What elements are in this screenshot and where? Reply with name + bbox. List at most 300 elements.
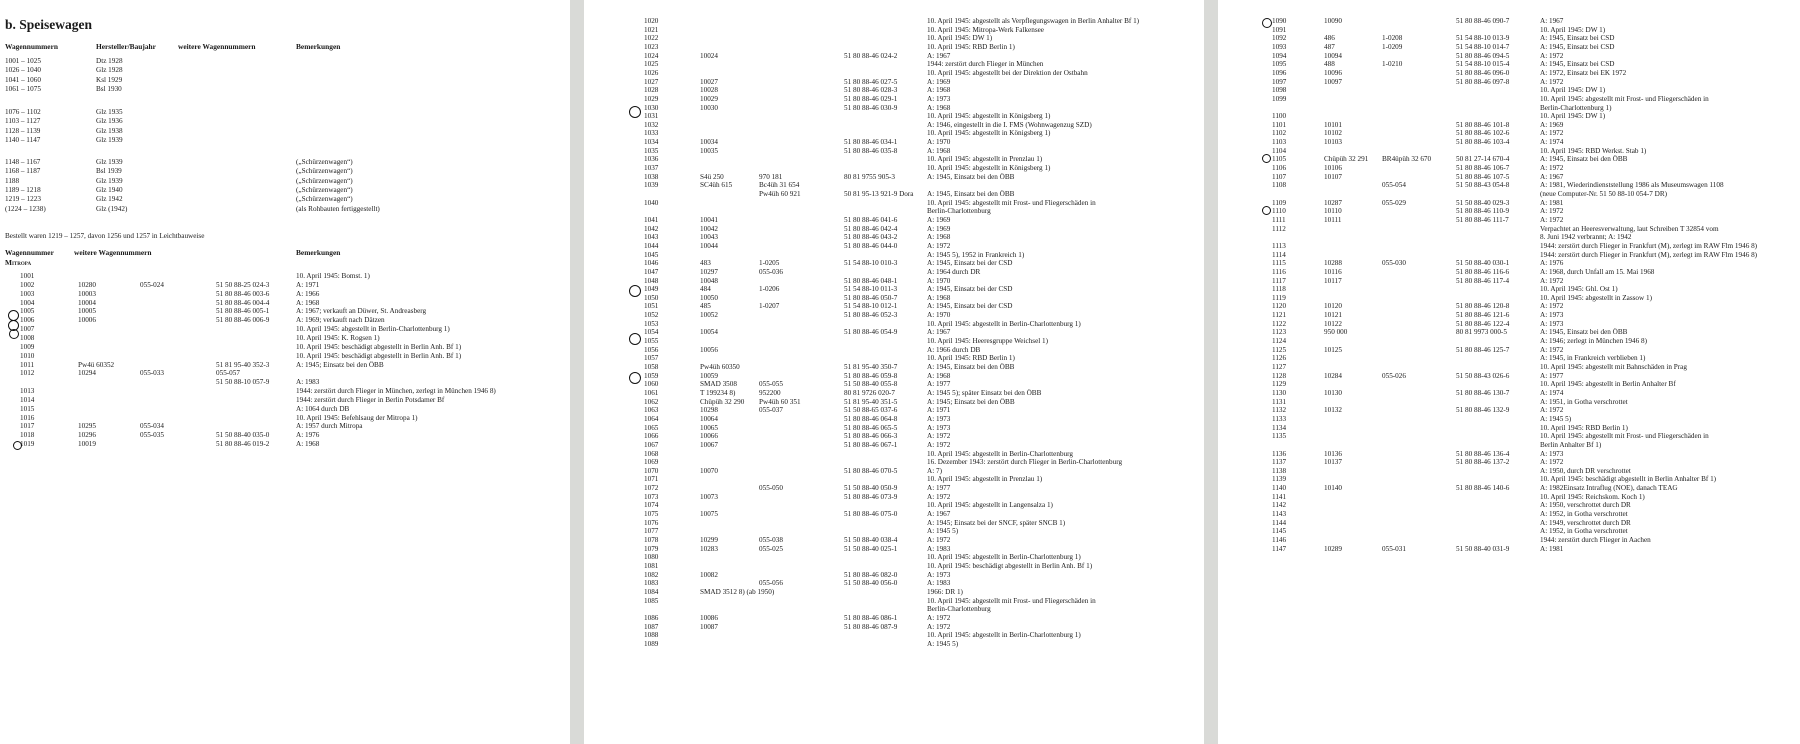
cell-hersteller: Glz 1936 bbox=[96, 117, 123, 126]
cell-weitere-nr-1: 10103 bbox=[1324, 138, 1342, 147]
cell-computer-nr: 51 80 88-46 030-9 bbox=[844, 103, 898, 112]
cell-weitere-nr-1: 10003 bbox=[78, 289, 96, 298]
cell-weitere-nr-2: Bc4üh 31 654 bbox=[759, 181, 800, 190]
cell-wagennummer: 1058 bbox=[644, 363, 659, 371]
cell-wagennummer: 1043 bbox=[644, 233, 659, 242]
cell-bemerkung: A: 1967 bbox=[927, 510, 951, 519]
cell-computer-nr: 51 80 88-46 054-9 bbox=[844, 328, 898, 337]
cell-wagennummern: 1219 – 1223 bbox=[5, 195, 41, 204]
cell-wagennummer: 1116 bbox=[1272, 267, 1286, 276]
cell-bemerkung: A: 1945 5) bbox=[927, 639, 959, 648]
cell-bemerkung: A: 1945, in Frankreich verblieben 1) bbox=[1540, 354, 1646, 363]
cell-computer-nr: 51 50 88-40 025-1 bbox=[844, 544, 898, 553]
cell-wagennummer: 1063 bbox=[644, 406, 659, 415]
cell-wagennummer: 1069 bbox=[644, 458, 659, 467]
cell-weitere-nr-2: 055-035 bbox=[140, 431, 164, 440]
cell-wagennummern: 1026 – 1040 bbox=[5, 66, 41, 75]
cell-bemerkung: A: 1951, in Gotha verschrottet bbox=[1540, 397, 1628, 406]
cell-wagennummer: 1056 bbox=[644, 345, 659, 354]
cell-weitere-nr-1: 10067 bbox=[700, 440, 718, 449]
cell-bemerkung: 10. April 1945: abgestellt in Berlin-Charlottenburg bbox=[927, 449, 1073, 458]
cell-computer-nr: 51 80 88-46 120-8 bbox=[1456, 302, 1510, 311]
cell-bemerkung: 10. April 1945: abgestellt mit Frost- und Fliegerschäden in bbox=[927, 596, 1096, 605]
cell-weitere-nr-2: 055-029 bbox=[1382, 198, 1406, 207]
pen-circle-mark bbox=[1262, 154, 1271, 163]
cell-wagennummer: 1084 bbox=[644, 587, 659, 596]
cell-computer-nr: 51 80 88-46 043-2 bbox=[844, 233, 898, 242]
cell-weitere-nr-1: 10050 bbox=[700, 293, 718, 302]
cell-weitere-nr-1: 10082 bbox=[700, 570, 718, 579]
cell-weitere-nr-1: 10102 bbox=[1324, 129, 1342, 138]
cell-weitere-nr-2: 1-0209 bbox=[1382, 42, 1403, 51]
cell-bemerkung: 10. April 1945: abgestellt in Berlin-Charlottenburg 1) bbox=[296, 325, 450, 334]
cell-wagennummer: 1124 bbox=[1272, 337, 1287, 346]
cell-wagennummer: 1066 bbox=[644, 432, 659, 441]
cell-wagennummer: 1054 bbox=[644, 328, 659, 337]
cell-bemerkung: A: 1968 bbox=[927, 103, 951, 112]
cell-computer-nr: 51 80 88-46 117-4 bbox=[1456, 276, 1510, 285]
cell-bemerkung: 10. April 1945: abgestellt in Berlin Anhalter Bf bbox=[1540, 380, 1676, 389]
cell-wagennummer: 1071 bbox=[644, 475, 659, 484]
cell-bemerkung: A: 1967 bbox=[1540, 172, 1564, 181]
cell-weitere-nr-1: 10136 bbox=[1324, 449, 1342, 458]
cell-weitere-nr-1: 10280 bbox=[78, 280, 96, 289]
cell-bemerkung: A: 1950, verschrottet durch DR bbox=[1540, 501, 1631, 510]
cell-hersteller: Glz 1940 bbox=[96, 185, 123, 194]
cell-bemerkung: 10. April 1945: RBD Berlin 1) bbox=[927, 354, 1015, 363]
cell-weitere-nr-1: 10116 bbox=[1324, 267, 1342, 276]
cell-computer-nr: 51 50 88-43 054-8 bbox=[1456, 181, 1510, 190]
document-page-1 bbox=[0, 0, 570, 744]
cell-computer-nr: 51 50 88-40 035-0 bbox=[216, 431, 270, 440]
cell-weitere-nr-2: 055-031 bbox=[1382, 544, 1406, 553]
cell-weitere-nr-1: 10283 bbox=[700, 544, 718, 553]
cell-bemerkung: 10. April 1945: RBD Berlin 1) bbox=[927, 42, 1015, 51]
cell-wagennummern: 1188 bbox=[5, 176, 20, 185]
cell-bemerkung: Verpachtet an Heeresverwaltung, laut Schreiben T 32854 vom bbox=[1540, 224, 1719, 233]
cell-computer-nr: 51 80 88-46 111-7 bbox=[1456, 215, 1509, 224]
cell-wagennummer: 1089 bbox=[644, 639, 659, 648]
cell-bemerkung: A: 1974 bbox=[1540, 138, 1564, 147]
cell-wagennummer: 1023 bbox=[644, 42, 659, 51]
cell-wagennummer: 1140 bbox=[1272, 484, 1287, 493]
cell-bemerkung: A: 1946, eingestellt in die I. FMS (Wohnwagenzug SZD) bbox=[927, 120, 1092, 129]
cell-bemerkung: A: 1970 bbox=[927, 138, 951, 147]
cell-computer-nr: 51 80 88-46 087-9 bbox=[844, 622, 898, 631]
cell-wagennummer: 1050 bbox=[644, 293, 659, 302]
cell-bemerkung: A: 1970 bbox=[927, 311, 951, 320]
cell-wagennummer: 1134 bbox=[1272, 423, 1287, 432]
cell-wagennummer: 1139 bbox=[1272, 475, 1287, 484]
cell-wagennummer: 1109 bbox=[1272, 198, 1287, 207]
cell-wagennummer: 1061 bbox=[644, 388, 659, 397]
cell-weitere-nr-1: 10054 bbox=[700, 328, 718, 337]
cell-bemerkung: 10. April 1945: DW 1) bbox=[927, 34, 993, 43]
cell-wagennummer: 1008 bbox=[20, 333, 35, 342]
cell-wagennummer: 1049 bbox=[644, 285, 659, 294]
cell-bemerkung: 1944: zerstört durch Flieger in München, zerlegt in München 1946 8) bbox=[296, 387, 496, 396]
cell-wagennummer: 1142 bbox=[1272, 501, 1287, 510]
cell-wagennummer: 1053 bbox=[644, 319, 659, 328]
cell-wagennummer: 1040 bbox=[644, 198, 659, 207]
cell-bemerkung: 16. Dezember 1943: zerstört durch Flieger in Berlin-Charlottenburg bbox=[927, 458, 1123, 467]
cell-bemerkungen: („Schürzenwagen“) bbox=[296, 167, 353, 176]
cell-computer-nr: 51 81 95-40 351-5 bbox=[844, 397, 898, 406]
cell-computer-nr: 51 80 88-46 132-9 bbox=[1456, 406, 1510, 415]
cell-wagennummer: 1113 bbox=[1272, 241, 1286, 250]
cell-bemerkung: A: 1972 bbox=[1540, 51, 1564, 60]
cell-bemerkung: A: 1971 bbox=[927, 406, 951, 415]
cell-wagennummer: 1045 bbox=[644, 250, 659, 259]
cell-wagennummern: 1103 – 1127 bbox=[5, 117, 41, 126]
cell-weitere-nr-2: 055-050 bbox=[759, 484, 783, 493]
cell-wagennummer: 1136 bbox=[1272, 449, 1287, 458]
cell-computer-nr: 51 80 88-46 107-5 bbox=[1456, 172, 1510, 181]
cell-weitere-nr-2: 055-036 bbox=[759, 267, 783, 276]
cell-hersteller: Glz 1935 bbox=[96, 108, 123, 116]
cell-weitere-nr-2: 055-024 bbox=[140, 280, 164, 289]
cell-computer-nr: 51 80 88-46 073-9 bbox=[844, 492, 898, 501]
cell-weitere-nr-1: Chüpüh 32 290 bbox=[700, 397, 745, 406]
cell-bemerkung: A: 1945, Einsatz bei CSD bbox=[1540, 60, 1615, 69]
cell-weitere-nr-2: Pw4üh 60 351 bbox=[759, 397, 801, 406]
cell-bemerkung: A: 1981, Wiederindienststellung 1986 als Museumswagen 1108 bbox=[1540, 181, 1724, 190]
cell-wagennummer: 1010 bbox=[20, 351, 35, 360]
cell-bemerkung: 1966: DR 1) bbox=[927, 587, 963, 596]
cell-bemerkung: A: 1968 bbox=[296, 298, 320, 307]
cell-weitere-nr-2: 1-0206 bbox=[759, 285, 780, 294]
cell-wagennummer: 1125 bbox=[1272, 345, 1287, 354]
cell-bemerkung: 10. April 1945: abgestellt in Zassow 1) bbox=[1540, 293, 1652, 302]
cell-bemerkung: A: 1973 bbox=[1540, 449, 1564, 458]
cell-bemerkung: 10. April 1945: K. Rogsen 1) bbox=[296, 333, 380, 342]
cell-wagennummern: 1128 – 1139 bbox=[5, 126, 41, 135]
cell-wagennummer: 1115 bbox=[1272, 259, 1286, 268]
cell-wagennummer: 1012 bbox=[20, 369, 35, 378]
cell-weitere-nr-2: 1-0210 bbox=[1382, 60, 1403, 69]
cell-bemerkung: 10. April 1945: Reichskom. Koch 1) bbox=[1540, 492, 1645, 501]
cell-computer-nr: 51 80 88-46 086-1 bbox=[844, 613, 898, 622]
page-gutter bbox=[570, 0, 584, 744]
cell-weitere-nr-1: 10043 bbox=[700, 233, 718, 242]
cell-bemerkung: A: 1977 bbox=[927, 380, 951, 389]
cell-bemerkung: A: 1982Einsatz Intraflug (NOE), danach TEAG bbox=[1540, 484, 1678, 493]
cell-bemerkung: A: 1969; verkauft nach Dätzen bbox=[296, 316, 385, 325]
cell-wagennummer: 1099 bbox=[1272, 94, 1287, 103]
pen-circle-mark bbox=[1262, 206, 1271, 215]
cell-weitere-nr-2: 055-030 bbox=[1382, 259, 1406, 268]
cell-bemerkung: A: 1968 bbox=[927, 293, 951, 302]
cell-bemerkung: A: 1966 bbox=[296, 289, 320, 298]
cell-wagennummer: 1110 bbox=[1272, 207, 1286, 216]
cell-wagennummer: 1026 bbox=[644, 68, 659, 77]
cell-wagennummer: 1052 bbox=[644, 311, 659, 320]
order-note: Bestellt waren 1219 – 1257, davon 1256 und 1257 in Leichtbauweise bbox=[5, 232, 205, 240]
cell-wagennummern: 1001 – 1025 bbox=[5, 57, 41, 65]
cell-computer-nr: 51 81 95-40 350-7 bbox=[844, 363, 898, 371]
cell-weitere-nr-1: 10024 bbox=[700, 51, 718, 60]
cell-wagennummer: 1083 bbox=[644, 579, 659, 588]
cell-wagennummer: 1034 bbox=[644, 138, 659, 147]
cell-bemerkung: A: 1945, Einsatz bei den ÖBB bbox=[927, 363, 1015, 371]
cell-bemerkung: A: 1945; Einsatz bei den ÖBB bbox=[927, 397, 1015, 406]
cell-bemerkung: A: 1974 bbox=[1540, 388, 1564, 397]
cell-wagennummer: 1112 bbox=[1272, 224, 1286, 233]
header-wagennummer: Wagennummer bbox=[5, 248, 54, 257]
cell-bemerkung: A: 1981 bbox=[1540, 544, 1564, 553]
cell-wagennummer: 1031 bbox=[644, 112, 659, 121]
cell-wagennummer: 1013 bbox=[20, 387, 35, 396]
cell-weitere-nr-1: 10137 bbox=[1324, 458, 1342, 467]
cell-hersteller: Glz 1942 bbox=[96, 195, 123, 204]
page-gutter bbox=[1204, 0, 1218, 744]
cell-computer-nr: 51 50 88-10 057-9 bbox=[216, 378, 270, 387]
cell-bemerkung: A: 1972 bbox=[1540, 302, 1564, 311]
cell-weitere-nr-1: 10052 bbox=[700, 311, 718, 320]
cell-wagennummer: 1060 bbox=[644, 380, 659, 389]
pen-circle-mark bbox=[629, 106, 641, 118]
cell-bemerkung: A: 1968 bbox=[927, 86, 951, 95]
cell-weitere-nr-1: 10298 bbox=[700, 406, 718, 415]
cell-weitere-nr-1: 10065 bbox=[700, 423, 718, 432]
cell-wagennummer: 1135 bbox=[1272, 432, 1287, 441]
cell-computer-nr: 51 50 88-40 055-8 bbox=[844, 380, 898, 389]
cell-weitere-nr-2: 055-056 bbox=[759, 579, 783, 588]
cell-wagennummer: 1123 bbox=[1272, 328, 1287, 337]
cell-weitere-nr-1: 486 bbox=[1324, 34, 1335, 43]
cell-weitere-nr-1: 10106 bbox=[1324, 164, 1342, 173]
cell-wagennummer: 1003 bbox=[20, 289, 35, 298]
cell-wagennummer: 1064 bbox=[644, 414, 659, 423]
cell-weitere-nr-2: 055-026 bbox=[1382, 371, 1406, 380]
cell-wagennummer: 1068 bbox=[644, 449, 659, 458]
cell-bemerkung: A: 1950, durch DR verschrottet bbox=[1540, 466, 1631, 475]
cell-bemerkung: A: 1972 bbox=[927, 440, 951, 449]
table-row bbox=[0, 85, 570, 97]
cell-wagennummer: 1022 bbox=[644, 34, 659, 43]
cell-bemerkung: 1944: zerstört durch Flieger in Frankfurt (M), zerlegt im RAW Flm 1946 8) bbox=[1540, 250, 1758, 259]
cell-bemerkung: A: 1945 5); später Einsatz bei den ÖBB bbox=[927, 388, 1042, 397]
cell-bemerkung: A: 1976 bbox=[296, 431, 320, 440]
cell-weitere-nr-1: 484 bbox=[700, 285, 711, 294]
cell-weitere-nr-1: 10094 bbox=[1324, 51, 1342, 60]
cell-weitere-nr-1: Pw4üh 60350 bbox=[700, 363, 740, 371]
cell-wagennummer: 1104 bbox=[1272, 146, 1287, 155]
cell-bemerkung: A: 1973 bbox=[1540, 319, 1564, 328]
cell-wagennummer: 1035 bbox=[644, 146, 659, 155]
cell-weitere-nr-1: 10107 bbox=[1324, 172, 1342, 181]
cell-computer-nr: 51 80 88-46 044-0 bbox=[844, 241, 898, 250]
cell-wagennummer: 1076 bbox=[644, 518, 659, 527]
cell-computer-nr: 51 50 88-65 037-6 bbox=[844, 406, 898, 415]
cell-weitere-nr-1: 10075 bbox=[700, 510, 718, 519]
cell-bemerkung: A: 1945, Einsatz bei der CSD bbox=[927, 302, 1013, 311]
cell-computer-nr: 51 80 88-46 029-1 bbox=[844, 94, 898, 103]
cell-weitere-nr-1: 10004 bbox=[78, 298, 96, 307]
cell-bemerkung: 10. April 1945: beschädigt abgestellt in Berlin Anh. Bf 1) bbox=[296, 342, 462, 351]
cell-wagennummer: 1073 bbox=[644, 492, 659, 501]
cell-wagennummer: 1143 bbox=[1272, 510, 1287, 519]
cell-computer-nr: 51 80 88-46 050-7 bbox=[844, 293, 898, 302]
cell-bemerkung: A: 1945; Einsatz bei den ÖBB bbox=[296, 360, 384, 369]
cell-bemerkung: Berlin-Charlottenburg 1) bbox=[1540, 103, 1612, 112]
cell-weitere-nr-1: 10287 bbox=[1324, 198, 1342, 207]
cell-weitere-nr-1: 10056 bbox=[700, 345, 718, 354]
cell-weitere-nr-2: 1-0207 bbox=[759, 302, 780, 311]
cell-bemerkung: A: 1968, durch Unfall am 15. Mai 1968 bbox=[1540, 267, 1655, 276]
cell-wagennummer: 1100 bbox=[1272, 112, 1287, 121]
cell-wagennummern: 1148 – 1167 bbox=[5, 158, 41, 166]
cell-weitere-nr-1: 10048 bbox=[700, 276, 718, 285]
cell-bemerkung: A: 1972 bbox=[927, 241, 951, 250]
cell-bemerkung: Berlin Anhalter Bf 1) bbox=[1540, 440, 1602, 449]
cell-wagennummer: 1082 bbox=[644, 570, 659, 579]
cell-weitere-nr-1: 10042 bbox=[700, 224, 718, 233]
cell-bemerkungen: („Schürzenwagen“) bbox=[296, 176, 353, 185]
table-row bbox=[0, 136, 570, 148]
cell-weitere-nr-1: 10297 bbox=[700, 267, 718, 276]
cell-weitere-nr-1: T 199234 8) bbox=[700, 388, 736, 397]
cell-computer-nr: 51 80 88-46 110-9 bbox=[1456, 207, 1510, 216]
cell-computer-nr: 51 50 88-40 029-3 bbox=[1456, 198, 1510, 207]
cell-wagennummer: 1055 bbox=[644, 337, 659, 346]
cell-wagennummer: 1118 bbox=[1272, 285, 1286, 294]
cell-bemerkung: A: 1973 bbox=[927, 570, 951, 579]
cell-computer-nr: 51 80 88-46 003-6 bbox=[216, 289, 270, 298]
cell-bemerkung: A: 1983 bbox=[296, 378, 320, 387]
cell-wagennummer: 1024 bbox=[644, 51, 659, 60]
cell-wagennummer: 1011 bbox=[20, 360, 35, 369]
cell-computer-nr: 51 80 88-46 048-1 bbox=[844, 276, 898, 285]
cell-wagennummer: 1047 bbox=[644, 267, 659, 276]
cell-bemerkung: A: 1972 bbox=[1540, 406, 1564, 415]
cell-weitere-nr-1: 10101 bbox=[1324, 120, 1342, 129]
cell-wagennummer: 1070 bbox=[644, 466, 659, 475]
cell-weitere-nr-1: 10028 bbox=[700, 86, 718, 95]
cell-weitere-nr-1: SMAD 3508 bbox=[700, 380, 737, 389]
cell-bemerkung: 10. April 1945: Mitropa-Werk Falkensee bbox=[927, 25, 1044, 34]
cell-bemerkung: 1944: zerstört durch Flieger in Berlin Potsdamer Bf bbox=[296, 395, 445, 404]
cell-wagennummer: 1087 bbox=[644, 622, 659, 631]
cell-wagennummer: 1095 bbox=[1272, 60, 1287, 69]
cell-bemerkung: 10. April 1945: RBD Werkst. Stab 1) bbox=[1540, 146, 1647, 155]
cell-bemerkung: 8. Juni 1942 verbrannt; A: 1942 bbox=[1540, 233, 1632, 242]
cell-bemerkung: A: 1973 bbox=[927, 94, 951, 103]
cell-wagennummer: 1038 bbox=[644, 172, 659, 181]
cell-bemerkung: A: 1972 bbox=[927, 492, 951, 501]
cell-bemerkung: A: 1967 bbox=[1540, 17, 1564, 25]
cell-wagennummer: 1091 bbox=[1272, 25, 1287, 34]
header-weitere-wagennummern: weitere Wagennummern bbox=[178, 42, 256, 51]
cell-bemerkung: A: 1977 bbox=[927, 484, 951, 493]
cell-weitere-nr-1: 10027 bbox=[700, 77, 718, 86]
cell-weitere-nr-1: 487 bbox=[1324, 42, 1335, 51]
cell-weitere-nr-1: 10132 bbox=[1324, 406, 1342, 415]
document-page-2 bbox=[584, 0, 1204, 744]
cell-wagennummer: 1080 bbox=[644, 553, 659, 562]
cell-bemerkung: A: 1952, in Gotha verschrottet bbox=[1540, 527, 1628, 536]
cell-bemerkung: A: 1972 bbox=[1540, 215, 1564, 224]
cell-wagennummer: 1128 bbox=[1272, 371, 1287, 380]
header-bemerkungen: Bemerkungen bbox=[296, 42, 341, 51]
cell-weitere-nr-1: S4ü 250 bbox=[700, 172, 724, 181]
cell-bemerkung: A: 1972, Einsatz bei EK 1972 bbox=[1540, 68, 1627, 77]
cell-wagennummer: 1145 bbox=[1272, 527, 1287, 536]
cell-bemerkung: 10. April 1945: abgestellt mit Bahnschäden in Prag bbox=[1540, 363, 1687, 371]
cell-wagennummer: 1107 bbox=[1272, 172, 1287, 181]
cell-wagennummer: 1042 bbox=[644, 224, 659, 233]
cell-weitere-nr-1: 10140 bbox=[1324, 484, 1342, 493]
cell-bemerkung: A: 1968 bbox=[927, 233, 951, 242]
cell-wagennummer: 1137 bbox=[1272, 458, 1287, 467]
cell-wagennummer: 1133 bbox=[1272, 414, 1287, 423]
cell-wagennummer: 1097 bbox=[1272, 77, 1287, 86]
cell-bemerkung: A: 1969 bbox=[927, 215, 951, 224]
cell-computer-nr: 055-057 bbox=[216, 369, 240, 378]
cell-wagennummer: 1088 bbox=[644, 631, 659, 640]
cell-wagennummer: 1078 bbox=[644, 536, 659, 544]
cell-bemerkung: A: 1976 bbox=[1540, 259, 1564, 268]
cell-hersteller: Dtz 1928 bbox=[96, 57, 123, 65]
cell-computer-nr: 51 80 88-46 090-7 bbox=[1456, 17, 1510, 25]
cell-wagennummer: 1105 bbox=[1272, 155, 1287, 164]
cell-wagennummer: 1144 bbox=[1272, 518, 1287, 527]
cell-wagennummer: 1093 bbox=[1272, 42, 1287, 51]
cell-wagennummer: 1079 bbox=[644, 544, 659, 553]
cell-wagennummern: 1041 – 1060 bbox=[5, 75, 41, 84]
cell-weitere-nr-2: 1-0205 bbox=[759, 259, 780, 268]
cell-computer-nr: 51 80 88-46 136-4 bbox=[1456, 449, 1510, 458]
cell-weitere-nr-1: 10005 bbox=[78, 307, 96, 316]
cell-bemerkung: 10. April 1945: abgestellt mit Frost- und Fliegerschäden in bbox=[1540, 94, 1709, 103]
cell-bemerkung: A: 1945, Einsatz bei den ÖBB bbox=[1540, 328, 1628, 337]
cell-computer-nr: 51 54 88-10 015-4 bbox=[1456, 60, 1510, 69]
cell-hersteller: Glz 1938 bbox=[96, 126, 123, 135]
cell-bemerkung: A: 1972 bbox=[1540, 207, 1564, 216]
cell-wagennummer: 1039 bbox=[644, 181, 659, 190]
cell-bemerkung: A: 1972 bbox=[1540, 77, 1564, 86]
cell-weitere-nr-1: 10125 bbox=[1324, 345, 1342, 354]
cell-weitere-nr-1: Pw4ü 60352 bbox=[78, 360, 115, 369]
cell-wagennummer: 1090 bbox=[1272, 17, 1287, 25]
cell-weitere-nr-1: 10130 bbox=[1324, 388, 1342, 397]
cell-wagennummer: 1129 bbox=[1272, 380, 1287, 389]
cell-bemerkung: A: 1945, Einsatz bei den ÖBB bbox=[927, 172, 1015, 181]
cell-wagennummer: 1127 bbox=[1272, 363, 1287, 371]
cell-weitere-nr-1: 10097 bbox=[1324, 77, 1342, 86]
cell-computer-nr: 51 80 88-46 070-5 bbox=[844, 466, 898, 475]
cell-bemerkung: 10. April 1945: beschädigt abgestellt in Berlin Anh. Bf 1) bbox=[927, 561, 1093, 570]
cell-bemerkung: A: 1957 durch Mitropa bbox=[296, 422, 363, 431]
cell-wagennummer: 1033 bbox=[644, 129, 659, 138]
cell-bemerkung: A: 1969 bbox=[1540, 120, 1564, 129]
cell-computer-nr: 51 80 88-46 097-8 bbox=[1456, 77, 1510, 86]
cell-computer-nr: 51 54 88-10 012-1 bbox=[844, 302, 898, 311]
cell-weitere-nr-1: 485 bbox=[700, 302, 711, 311]
cell-computer-nr: 51 80 88-46 075-0 bbox=[844, 510, 898, 519]
cell-bemerkung: A: 1952, in Gotha verschrottet bbox=[1540, 510, 1628, 519]
cell-wagennummer: 1111 bbox=[1272, 215, 1286, 224]
cell-wagennummer: 1001 bbox=[20, 272, 35, 280]
cell-wagennummer: 1009 bbox=[20, 342, 35, 351]
cell-bemerkung: A: 1946; zerlegt in München 1946 8) bbox=[1540, 337, 1647, 346]
cell-wagennummern: (1224 – 1238) bbox=[5, 204, 46, 213]
cell-wagennummer: 1015 bbox=[20, 404, 35, 413]
cell-computer-nr: 51 80 88-46 067-1 bbox=[844, 440, 898, 449]
cell-wagennummer: 1096 bbox=[1272, 68, 1287, 77]
cell-computer-nr: 51 80 88-46 094-5 bbox=[1456, 51, 1510, 60]
table-row bbox=[1218, 545, 1800, 557]
